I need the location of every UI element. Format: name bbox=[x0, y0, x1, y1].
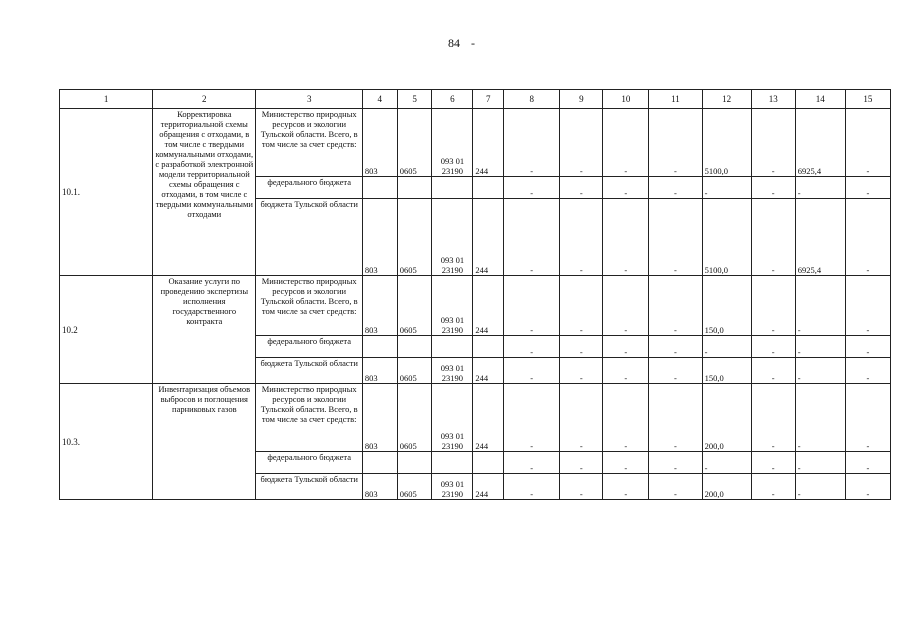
value-cell-col-14: - bbox=[795, 384, 845, 452]
value-cell-col-6: 093 01 23190 bbox=[432, 474, 473, 500]
value-cell-col-7 bbox=[473, 177, 504, 199]
value-cell-col-5: 0605 bbox=[397, 109, 432, 177]
header-row bbox=[60, 90, 891, 109]
header-cell: 14 bbox=[795, 90, 845, 109]
value-cell-col-14: - bbox=[795, 276, 845, 336]
value-cell-col-9: - bbox=[560, 276, 603, 336]
value-cell-col-11: - bbox=[649, 177, 702, 199]
value-cell-col-7 bbox=[473, 452, 504, 474]
value-cell-col-15: - bbox=[845, 177, 890, 199]
value-cell-col-4: 803 bbox=[362, 384, 397, 452]
funding-source: федерального бюджета bbox=[256, 336, 362, 358]
value-cell-col-9: - bbox=[560, 474, 603, 500]
value-cell-col-5: 0605 bbox=[397, 474, 432, 500]
value-cell-col-12: 5100,0 bbox=[702, 199, 751, 276]
page-number bbox=[448, 36, 475, 51]
value-cell-col-10: - bbox=[603, 276, 649, 336]
value-cell-col-4: 803 bbox=[362, 474, 397, 500]
value-cell-col-13: - bbox=[751, 336, 795, 358]
value-cell-col-9: - bbox=[560, 358, 603, 384]
value-cell-col-11: - bbox=[649, 474, 702, 500]
funding-source: федерального бюджета bbox=[256, 452, 362, 474]
funding-source: Министерство природных ресурсов и экологии Тульской области. Всего, в том числе за счет средств: bbox=[256, 109, 362, 177]
value-cell-col-8: - bbox=[504, 177, 560, 199]
value-cell-col-6 bbox=[432, 336, 473, 358]
value-cell-col-10: - bbox=[603, 474, 649, 500]
value-cell-col-4: 803 bbox=[362, 358, 397, 384]
value-cell-col-5: 0605 bbox=[397, 199, 432, 276]
budget-table bbox=[59, 89, 891, 500]
value-cell-col-5 bbox=[397, 452, 432, 474]
value-cell-col-6: 093 01 23190 bbox=[432, 384, 473, 452]
header-cell: 4 bbox=[362, 90, 397, 109]
value-cell-col-6: 093 01 23190 bbox=[432, 358, 473, 384]
item-description: Инвентаризация объемов выбросов и поглощения парниковых газов bbox=[153, 384, 256, 500]
value-cell-col-8: - bbox=[504, 276, 560, 336]
funding-source: федерального бюджета bbox=[256, 177, 362, 199]
table-row bbox=[60, 384, 891, 452]
header-cell: 12 bbox=[702, 90, 751, 109]
value-cell-col-10: - bbox=[603, 177, 649, 199]
table-body bbox=[60, 109, 891, 500]
value-cell-col-4 bbox=[362, 336, 397, 358]
value-cell-col-4: 803 bbox=[362, 276, 397, 336]
value-cell-col-5: 0605 bbox=[397, 384, 432, 452]
value-cell-col-4 bbox=[362, 452, 397, 474]
value-cell-col-10: - bbox=[603, 358, 649, 384]
funding-source: бюджета Тульской области bbox=[256, 358, 362, 384]
value-cell-col-13: - bbox=[751, 384, 795, 452]
value-cell-col-8: - bbox=[504, 474, 560, 500]
header-cell: 15 bbox=[845, 90, 890, 109]
value-cell-col-9: - bbox=[560, 177, 603, 199]
header-cell: 7 bbox=[473, 90, 504, 109]
table-row bbox=[60, 276, 891, 336]
value-cell-col-7: 244 bbox=[473, 358, 504, 384]
value-cell-col-12: 150,0 bbox=[702, 358, 751, 384]
value-cell-col-7: 244 bbox=[473, 474, 504, 500]
value-cell-col-11: - bbox=[649, 199, 702, 276]
value-cell-col-8: - bbox=[504, 452, 560, 474]
item-number: 10.2 bbox=[60, 276, 153, 384]
value-cell-col-14: 6925,4 bbox=[795, 109, 845, 177]
value-cell-col-4: 803 bbox=[362, 109, 397, 177]
page-number-text: 84 bbox=[448, 36, 460, 50]
value-cell-col-8: - bbox=[504, 199, 560, 276]
value-cell-col-11: - bbox=[649, 452, 702, 474]
value-cell-col-8: - bbox=[504, 336, 560, 358]
value-cell-col-7: 244 bbox=[473, 276, 504, 336]
funding-source: бюджета Тульской области bbox=[256, 474, 362, 500]
value-cell-col-11: - bbox=[649, 384, 702, 452]
value-cell-col-13: - bbox=[751, 358, 795, 384]
page-number-mark: - bbox=[471, 36, 475, 50]
value-cell-col-13: - bbox=[751, 474, 795, 500]
value-cell-col-5: 0605 bbox=[397, 358, 432, 384]
value-cell-col-9: - bbox=[560, 199, 603, 276]
value-cell-col-11: - bbox=[649, 358, 702, 384]
header-cell: 5 bbox=[397, 90, 432, 109]
value-cell-col-13: - bbox=[751, 276, 795, 336]
item-number: 10.3. bbox=[60, 384, 153, 500]
value-cell-col-10: - bbox=[603, 336, 649, 358]
header-cell: 2 bbox=[153, 90, 256, 109]
value-cell-col-11: - bbox=[649, 276, 702, 336]
value-cell-col-7: 244 bbox=[473, 199, 504, 276]
value-cell-col-15: - bbox=[845, 109, 890, 177]
header-cell: 11 bbox=[649, 90, 702, 109]
header-cell: 13 bbox=[751, 90, 795, 109]
table-row bbox=[60, 109, 891, 177]
value-cell-col-15: - bbox=[845, 474, 890, 500]
value-cell-col-5 bbox=[397, 336, 432, 358]
value-cell-col-11: - bbox=[649, 336, 702, 358]
value-cell-col-10: - bbox=[603, 199, 649, 276]
value-cell-col-4: 803 bbox=[362, 199, 397, 276]
value-cell-col-15: - bbox=[845, 336, 890, 358]
value-cell-col-14: - bbox=[795, 177, 845, 199]
value-cell-col-6 bbox=[432, 177, 473, 199]
value-cell-col-8: - bbox=[504, 358, 560, 384]
value-cell-col-14: - bbox=[795, 358, 845, 384]
value-cell-col-5: 0605 bbox=[397, 276, 432, 336]
header-cell: 1 bbox=[60, 90, 153, 109]
funding-source: бюджета Тульской области bbox=[256, 199, 362, 276]
value-cell-col-7: 244 bbox=[473, 109, 504, 177]
value-cell-col-5 bbox=[397, 177, 432, 199]
item-number: 10.1. bbox=[60, 109, 153, 276]
value-cell-col-10: - bbox=[603, 109, 649, 177]
value-cell-col-15: - bbox=[845, 384, 890, 452]
value-cell-col-12: 150,0 bbox=[702, 276, 751, 336]
value-cell-col-6: 093 01 23190 bbox=[432, 199, 473, 276]
value-cell-col-10: - bbox=[603, 384, 649, 452]
value-cell-col-9: - bbox=[560, 452, 603, 474]
value-cell-col-15: - bbox=[845, 452, 890, 474]
header-cell: 6 bbox=[432, 90, 473, 109]
value-cell-col-12: - bbox=[702, 452, 751, 474]
header-cell: 10 bbox=[603, 90, 649, 109]
value-cell-col-9: - bbox=[560, 336, 603, 358]
value-cell-col-14: 6925,4 bbox=[795, 199, 845, 276]
value-cell-col-12: 200,0 bbox=[702, 474, 751, 500]
value-cell-col-6 bbox=[432, 452, 473, 474]
value-cell-col-13: - bbox=[751, 177, 795, 199]
header-cell: 8 bbox=[504, 90, 560, 109]
funding-source: Министерство природных ресурсов и экологии Тульской области. Всего, в том числе за счет средств: bbox=[256, 384, 362, 452]
value-cell-col-8: - bbox=[504, 384, 560, 452]
value-cell-col-10: - bbox=[603, 452, 649, 474]
value-cell-col-13: - bbox=[751, 199, 795, 276]
value-cell-col-15: - bbox=[845, 358, 890, 384]
item-description: Корректировка территориальной схемы обращения с отходами, в том числе с твердыми коммунальными отходами, с разработкой электронной модели территориальной схемы обращения с отходами, в том числе с твердыми коммунальными отходами bbox=[153, 109, 256, 276]
value-cell-col-13: - bbox=[751, 452, 795, 474]
value-cell-col-12: 200,0 bbox=[702, 384, 751, 452]
value-cell-col-14: - bbox=[795, 336, 845, 358]
value-cell-col-15: - bbox=[845, 276, 890, 336]
value-cell-col-11: - bbox=[649, 109, 702, 177]
value-cell-col-4 bbox=[362, 177, 397, 199]
header-cell: 9 bbox=[560, 90, 603, 109]
value-cell-col-8: - bbox=[504, 109, 560, 177]
value-cell-col-6: 093 01 23190 bbox=[432, 109, 473, 177]
value-cell-col-7 bbox=[473, 336, 504, 358]
value-cell-col-12: 5100,0 bbox=[702, 109, 751, 177]
value-cell-col-14: - bbox=[795, 452, 845, 474]
value-cell-col-14: - bbox=[795, 474, 845, 500]
value-cell-col-13: - bbox=[751, 109, 795, 177]
funding-source: Министерство природных ресурсов и экологии Тульской области. Всего, в том числе за счет средств: bbox=[256, 276, 362, 336]
value-cell-col-12: - bbox=[702, 336, 751, 358]
item-description: Оказание услуги по проведению экспертизы исполнения государственного контракта bbox=[153, 276, 256, 384]
value-cell-col-9: - bbox=[560, 384, 603, 452]
header-cell: 3 bbox=[256, 90, 362, 109]
value-cell-col-6: 093 01 23190 bbox=[432, 276, 473, 336]
value-cell-col-15: - bbox=[845, 199, 890, 276]
value-cell-col-7: 244 bbox=[473, 384, 504, 452]
value-cell-col-9: - bbox=[560, 109, 603, 177]
value-cell-col-12: - bbox=[702, 177, 751, 199]
